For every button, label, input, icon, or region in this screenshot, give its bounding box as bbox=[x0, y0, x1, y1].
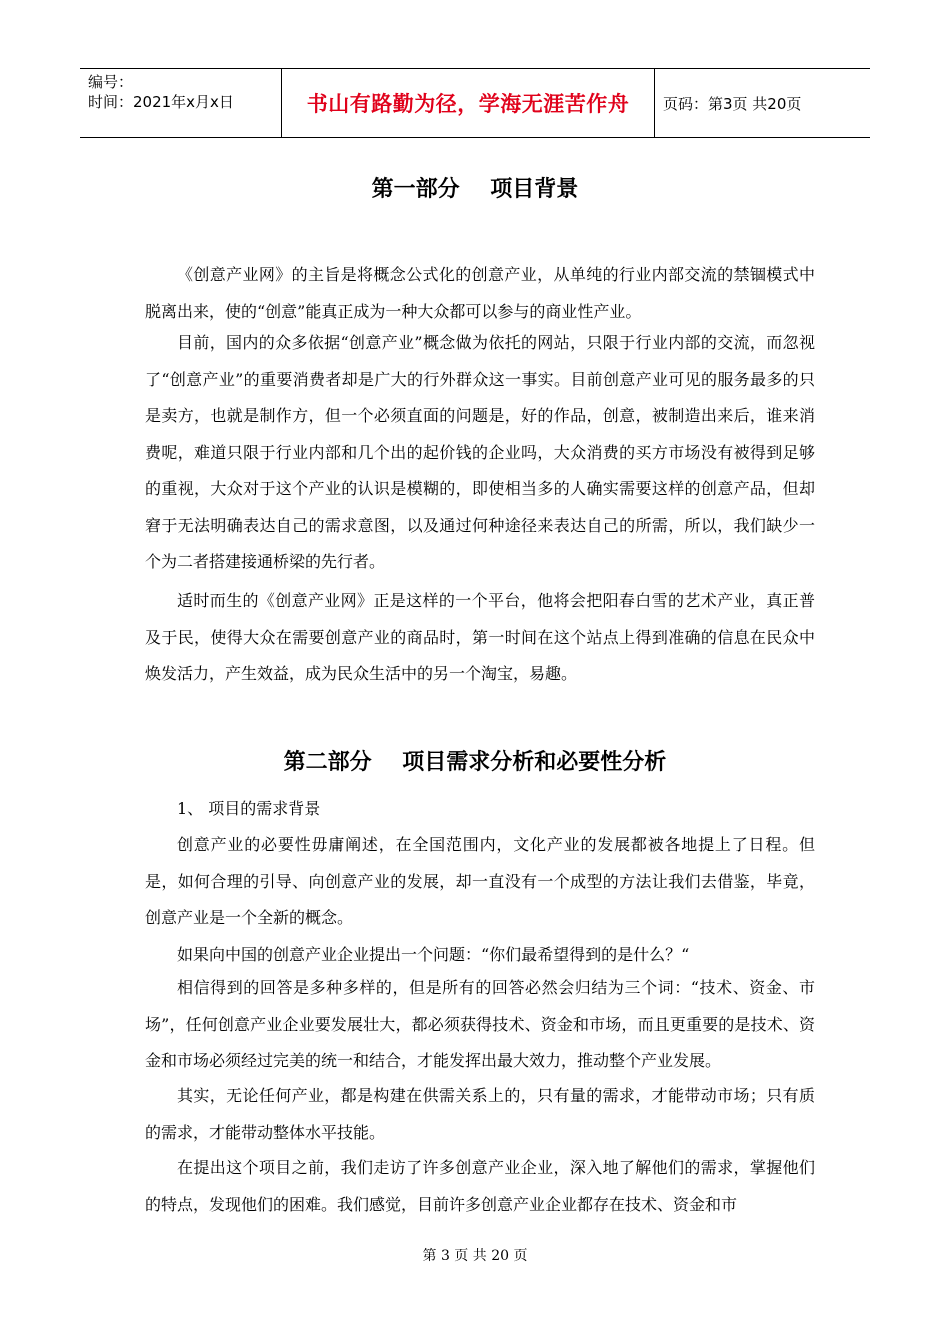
header-page-cell bbox=[655, 69, 870, 137]
part1-paragraph: 《创意产业网》的主旨是将概念公式化的创意产业，从单纯的行业内部交流的禁锢模式中脱离出来，使的“创意”能真正成为一种大众都可以参与的商业性产业。 bbox=[145, 265, 815, 321]
header-motto-cell bbox=[282, 69, 655, 137]
part2-paragraph: 如果向中国的创意产业企业提出一个问题：“你们最希望得到的是什么？“ bbox=[177, 945, 690, 964]
document-header bbox=[80, 68, 870, 138]
part2-paragraph: 在提出这个项目之前，我们走访了许多创意产业企业，深入地了解他们的需求，掌握他们的特点，发现他们的困难。我们感觉，目前许多创意产业企业都存在技术、资金和市 bbox=[145, 1158, 815, 1214]
part1-paragraph: 适时而生的《创意产业网》正是这样的一个平台，他将会把阳春白雪的艺术产业，真正普及于民，使得大众在需要创意产业的商品时，第一时间在这个站点上得到准确的信息在民众中焕发活力，产生效益，成为民众生活中的另一个淘宝，易趣。 bbox=[145, 591, 815, 683]
number-label: 编号： bbox=[88, 73, 134, 91]
time-label: 时间：2021年x月x日 bbox=[88, 93, 234, 111]
page-info: 页码：第3页 共20页 bbox=[663, 94, 802, 113]
part2-paragraph: 创意产业的必要性毋庸阐述，在全国范围内，文化产业的发展都被各地提上了日程。但是，如何合理的引导、向创意产业的发展，却一直没有一个成型的方法让我们去借鉴，毕竟，创意产业是一个全新的概念。 bbox=[145, 835, 815, 927]
motto-text: 书山有路勤为径，学海无涯苦作舟 bbox=[306, 92, 630, 116]
list-item: 1、 项目的需求背景 bbox=[177, 799, 321, 818]
part2-paragraph: 其实，无论任何产业，都是构建在供需关系上的，只有量的需求，才能带动市场；只有质的需求，才能带动整体水平技能。 bbox=[145, 1086, 815, 1142]
page-footer: 第 3 页 共 20 页 bbox=[422, 1248, 528, 1264]
part2-paragraph: 相信得到的回答是多种多样的，但是所有的回答必然会归结为三个词：“技术、资金、市场”，任何创意产业企业要发展壮大，都必须获得技术、资金和市场，而且更重要的是技术、资金和市场必须经过完美的统一和结合，才能发挥出最大效力，推动整个产业发展。 bbox=[145, 978, 815, 1070]
header-meta-cell bbox=[80, 69, 282, 137]
part1-title: 第一部分 项目背景 bbox=[371, 177, 579, 202]
part1-paragraph: 目前，国内的众多依据“创意产业”概念做为依托的网站，只限于行业内部的交流，而忽视了“创意产业”的重要消费者却是广大的行外群众这一事实。目前创意产业可见的服务最多的只是卖方，也就是制作方，但一个必须直面的问题是，好的作品，创意，被制造出来后，谁来消费呢，难道只限于行业内部和几个出的起价钱的企业吗，大众消费的买方市场没有被得到足够的重视，大众对于这个产业的认识是模糊的，即使相当多的人确实需要这样的创意产品，但却窘于无法明确表达自己的需求意图，以及通过何种途径来表达自己的所需，所以，我们缺少一个为二者搭建接通桥梁的先行者。 bbox=[145, 333, 815, 571]
part2-title: 第二部分 项目需求分析和必要性分析 bbox=[283, 750, 667, 775]
